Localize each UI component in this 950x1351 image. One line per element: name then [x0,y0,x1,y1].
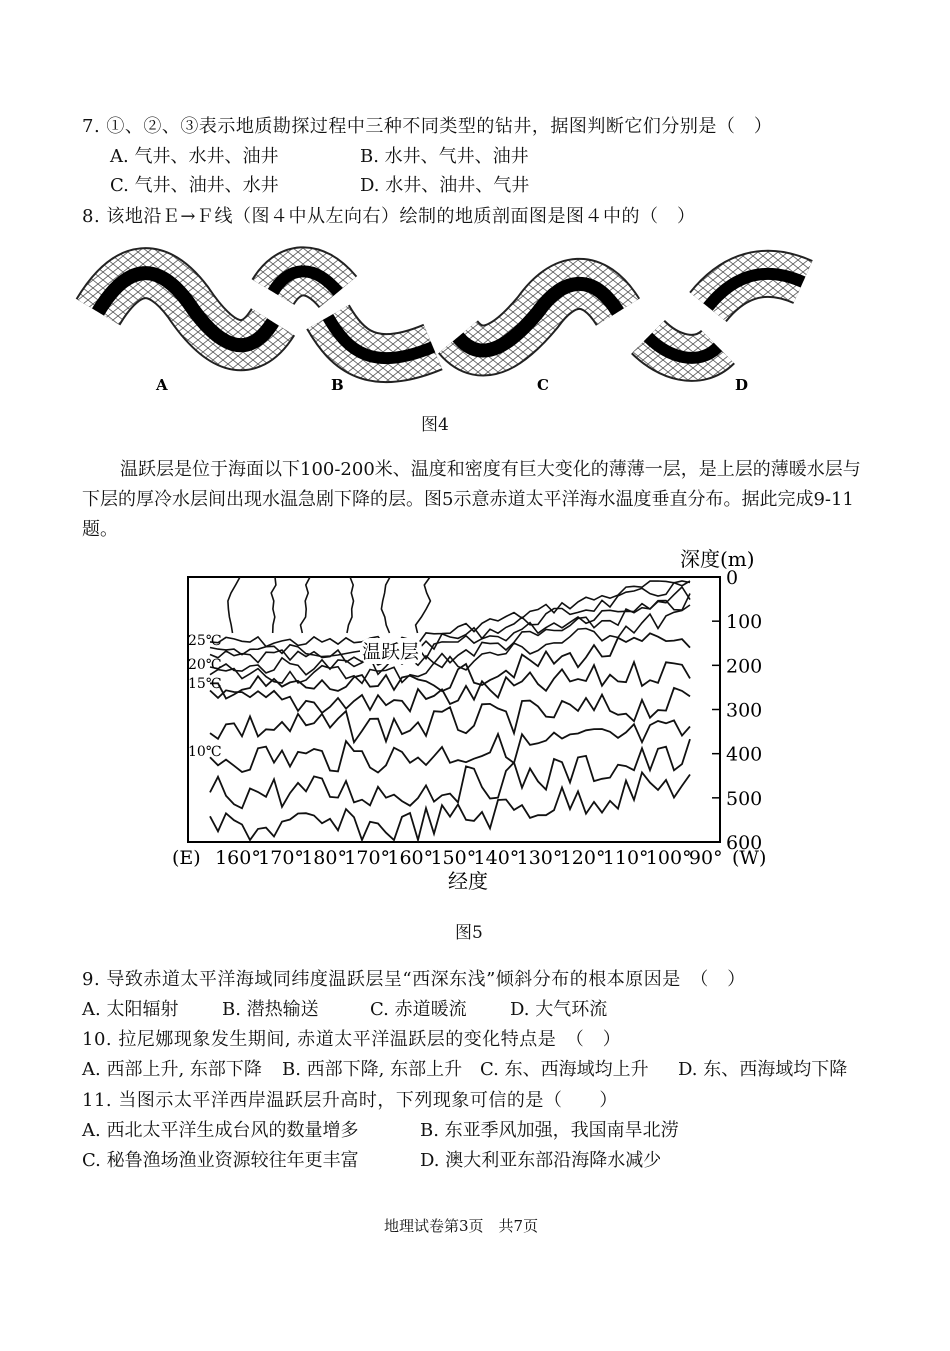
y-tick-label: 0 [726,567,739,589]
q7-stem: 7. ①、②、③表示地质勘探过程中三种不同类型的钻井，据图判断它们分别是（ ） [82,116,773,137]
x-tick-label: 130° [516,847,563,869]
isotherm-line [301,577,311,633]
q10-option-c: C. 东、西海域均上升 [480,1059,649,1080]
section-label-d: D [735,376,749,394]
q11-option-d: D. 澳大利亚东部沿海降水减少 [420,1150,662,1171]
isotherm-lines [210,577,690,840]
x-tick-label: 120° [559,847,606,869]
isotherm-line [210,594,690,675]
x-axis-title: 经度 [448,869,488,893]
isotherm-label-25: 25℃ [188,633,222,649]
isotherm-line [347,577,354,633]
y-tick-label: 500 [726,787,763,810]
x-tick-label: 170° [258,847,304,869]
y-tick-label: 400 [726,743,763,766]
x-tick-label: 100° [645,847,692,869]
page-footer: 地理试卷第3页 共7页 [384,1217,539,1235]
q7-option-c: C. 气井、油井、水井 [110,175,279,196]
q8-stem: 8. 该地沿Ｅ→Ｆ线（图４中从左向右）绘制的地质剖面图是图４中的（ ） [82,206,696,227]
section-d [648,274,803,358]
figure-4-caption: 图4 [421,415,449,435]
q10-stem: 10. 拉尼娜现象发生期间, 赤道太平洋温跃层的变化特点是 （ ） [82,1029,622,1050]
isotherm-line [210,581,690,657]
q9-stem: 9. 导致赤道太平洋海域同纬度温跃层呈“西深东浅”倾斜分布的根本原因是 （ ） [82,969,746,990]
x-tick-label: 170° [344,847,391,869]
q7-option-b: B. 水井、气井、油井 [360,146,529,167]
y-axis-title: 深度(m) [680,547,755,571]
q9-option-c: C. 赤道暖流 [370,999,467,1020]
isotherm-line [210,605,690,683]
x-tick-label: (E) [172,847,201,869]
passage: 温跃层是位于海面以下100-200米、温度和密度有巨大变化的薄薄一层，是上层的薄暖水层与下层的厚冷水层间出现水温急剧下降的层。图5示意赤道太平洋海水温度垂直分布。据此完成9-11题。 [82,459,861,540]
figure-4-geologic-sections [88,252,818,400]
isotherm-label-10: 10℃ [188,744,222,760]
x-tick-label: (W) [732,847,767,869]
q10-option-d: D. 东、西海域均下降 [678,1059,848,1080]
isotherm-line [416,577,431,633]
q11-option-a: A. 西北太平洋生成台风的数量增多 [82,1120,359,1141]
isotherm-line [210,688,690,742]
isotherm-line [228,577,240,633]
isotherm-label-15: 15℃ [188,676,222,692]
q11-stem: 11. 当图示太平洋西岸温跃层升高时，下列现象可信的是（ ） [82,1090,618,1111]
y-tick-label: 600 [726,832,763,854]
q11-option-b: B. 东亚季风加强，我国南旱北涝 [420,1120,679,1141]
section-label-c: C [537,376,549,394]
x-tick-label: 160° [387,847,434,869]
x-tick-label: 90° [688,847,723,869]
y-tick-label: 100 [726,611,763,634]
isotherm-line [210,633,690,698]
q9-option-a: A. 太阳辐射 [82,999,179,1020]
x-tick-label: 140° [473,847,520,869]
x-axis-ticks [172,847,766,869]
q10-option-b: B. 西部下降, 东部上升 [282,1059,463,1080]
isotherm-line [271,577,276,633]
y-tick-label: 300 [726,699,763,722]
chart-frame [188,577,720,842]
section-label-b: B [331,376,344,394]
thermocline-annotation: 温跃层 [362,641,420,663]
figure-5-temperature-chart [172,542,780,897]
figure-5-caption: 图5 [455,923,483,943]
x-tick-label: 150° [430,847,477,869]
x-tick-label: 160° [215,847,261,869]
isotherm-line [381,577,390,633]
q9-option-d: D. 大气环流 [510,999,608,1020]
q9-option-b: B. 潜热输送 [222,999,319,1020]
isotherm-label-20: 20℃ [188,657,222,673]
q7-option-a: A. 气井、水井、油井 [110,146,279,167]
section-label-a: A [156,376,168,394]
x-tick-label: 180° [301,847,347,869]
section-a [98,273,273,345]
q10-option-a: A. 西部上升, 东部下降 [82,1059,262,1080]
section-b [273,271,433,358]
x-tick-label: 110° [602,847,649,869]
q11-option-c: C. 秘鲁渔场渔业资源较往年更丰富 [82,1150,359,1171]
y-tick-label: 200 [726,655,763,678]
section-c [458,284,618,351]
q7-option-d: D. 水井、油井、气井 [360,175,530,196]
